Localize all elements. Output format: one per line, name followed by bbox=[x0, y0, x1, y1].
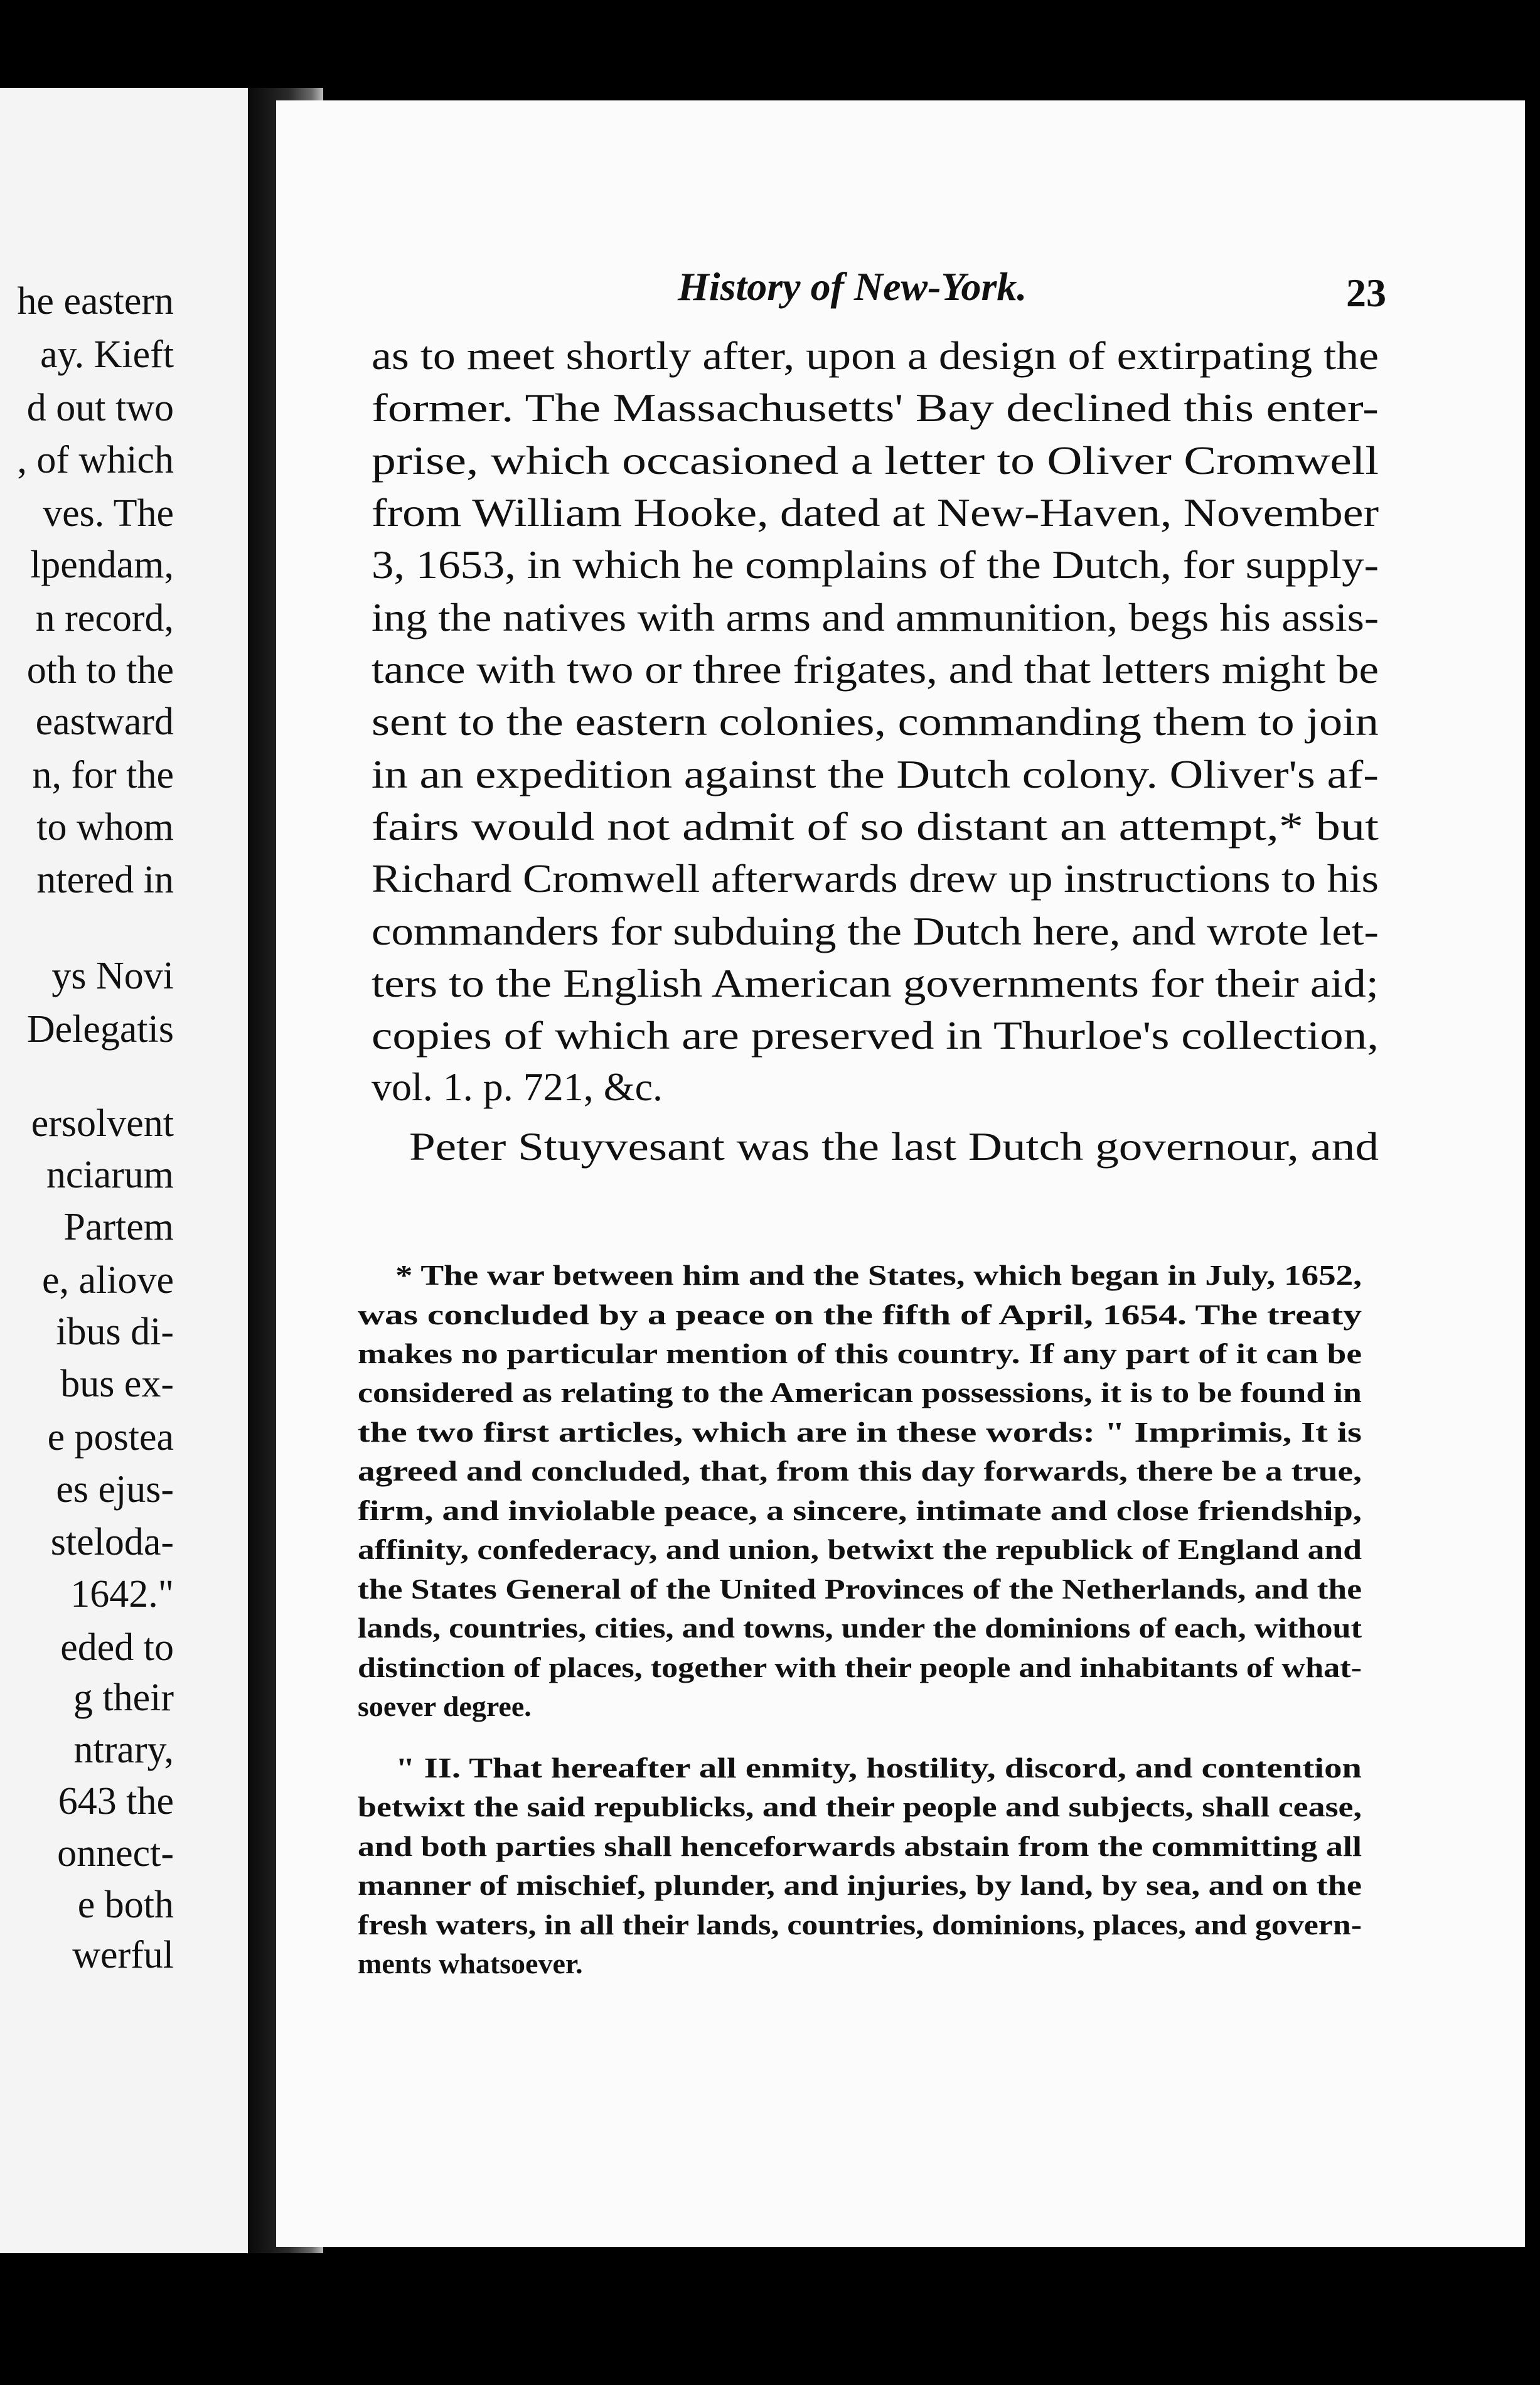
left-page-line: e, aliove bbox=[41, 1259, 174, 1302]
footnote-line: and both parties shall henceforwards abstain from the committing all bbox=[358, 1830, 1362, 1862]
left-page-line: ntrary, bbox=[73, 1728, 174, 1771]
body-text-line: copies of which are preserved in Thurloe's collection, bbox=[372, 1013, 1379, 1058]
page-number: 23 bbox=[1346, 271, 1386, 315]
left-page-line: ntered in bbox=[36, 859, 174, 901]
left-page-line: ys Novi bbox=[51, 955, 174, 997]
left-page-line: 1642." bbox=[70, 1573, 174, 1616]
body-text-line: fairs would not admit of so distant an attempt,* but bbox=[372, 804, 1379, 849]
body-text-line: prise, which occasioned a letter to Oliver Cromwell bbox=[372, 438, 1379, 483]
left-page bbox=[0, 88, 248, 2253]
body-text-line: 3, 1653, in which he complains of the Dutch, for supply- bbox=[372, 542, 1379, 587]
left-page-line: nciarum bbox=[46, 1154, 174, 1196]
left-page-line: , of which bbox=[17, 439, 174, 481]
footnote-line: soever degree. bbox=[358, 1690, 532, 1722]
footnote-line: distinction of places, together with their people and inhabitants of what- bbox=[358, 1651, 1362, 1683]
left-page-line: eded to bbox=[60, 1626, 174, 1669]
left-page-line: oth to the bbox=[26, 649, 174, 692]
footnote-line: makes no particular mention of this country. If any part of it can be bbox=[358, 1337, 1362, 1369]
body-text-line: in an expedition against the Dutch colony. Oliver's af- bbox=[372, 752, 1379, 796]
left-page-line: ersolvent bbox=[31, 1102, 174, 1145]
left-page-line: Partem bbox=[63, 1206, 174, 1248]
footnote-line: betwixt the said republicks, and their people and subjects, shall cease, bbox=[358, 1791, 1362, 1823]
left-page-line: werful bbox=[72, 1934, 174, 1976]
body-text-line: sent to the eastern colonies, commanding them to join bbox=[372, 699, 1379, 744]
left-page-line: lpendam, bbox=[30, 544, 174, 586]
footnote-line: manner of mischief, plunder, and injuries, by land, by sea, and on the bbox=[358, 1869, 1362, 1901]
left-page-line: ibus di- bbox=[56, 1310, 174, 1353]
running-head: History of New-York. bbox=[678, 264, 1027, 309]
footnote-line: * The war between him and the States, which began in July, 1652, bbox=[395, 1259, 1362, 1291]
body-text-line: former. The Massachusetts' Bay declined this enter- bbox=[372, 385, 1379, 430]
left-page-line: bus ex- bbox=[60, 1363, 174, 1405]
body-text-line: ing the natives with arms and ammunition, begs his assis- bbox=[372, 595, 1379, 640]
left-page-line: steloda- bbox=[50, 1521, 174, 1563]
left-page-line: d out two bbox=[26, 387, 174, 429]
left-page-line: e both bbox=[77, 1884, 174, 1926]
body-text-line: tance with two or three frigates, and that letters might be bbox=[372, 647, 1379, 692]
footnote-line: ments whatsoever. bbox=[358, 1948, 583, 1980]
left-page-line: n, for the bbox=[32, 754, 174, 796]
footnote-line: lands, countries, cities, and towns, under the dominions of each, without bbox=[358, 1612, 1362, 1644]
footnote-line: " II. That hereafter all enmity, hostility, discord, and contention bbox=[395, 1752, 1362, 1784]
body-text-line: as to meet shortly after, upon a design of extirpating the bbox=[372, 333, 1379, 378]
footnote-line: the States General of the United Provinces of the Netherlands, and the bbox=[358, 1573, 1362, 1605]
footnote-line: firm, and inviolable peace, a sincere, intimate and close friendship, bbox=[358, 1494, 1362, 1526]
body-text-line: ters to the English American governments for their aid; bbox=[372, 961, 1379, 1005]
footnote-line: affinity, confederacy, and union, betwixt the republick of England and bbox=[358, 1533, 1362, 1565]
left-page-line: g their bbox=[73, 1676, 174, 1719]
right-page bbox=[276, 100, 1525, 2247]
body-text-line: commanders for subduing the Dutch here, and wrote let- bbox=[372, 909, 1379, 953]
footnote-line: agreed and concluded, that, from this day forwards, there be a true, bbox=[358, 1455, 1362, 1487]
left-page-line: n record, bbox=[35, 597, 174, 640]
left-page-line: ay. Kieft bbox=[40, 333, 174, 376]
body-text-line: from William Hooke, dated at New-Haven, November bbox=[372, 490, 1379, 535]
footnote-line: considered as relating to the American possessions, it is to be found in bbox=[358, 1376, 1362, 1408]
left-page-line: eastward bbox=[35, 700, 174, 743]
body-text-line: Richard Cromwell afterwards drew up instructions to his bbox=[372, 856, 1379, 901]
left-page-line: ves. The bbox=[43, 492, 174, 535]
footnote-line: was concluded by a peace on the fifth of April, 1654. The treaty bbox=[358, 1299, 1362, 1331]
left-page-line: es ejus- bbox=[56, 1468, 174, 1511]
footnote-line: fresh waters, in all their lands, countries, dominions, places, and govern- bbox=[358, 1909, 1362, 1941]
body-text-line: Peter Stuyvesant was the last Dutch governour, and bbox=[409, 1124, 1379, 1169]
left-page-line: onnect- bbox=[57, 1832, 174, 1875]
body-text-line: vol. 1. p. 721, &c. bbox=[372, 1064, 663, 1109]
left-page-line: Delegatis bbox=[26, 1008, 174, 1051]
left-page-line: e postea bbox=[47, 1416, 174, 1459]
left-page-line: he eastern bbox=[17, 280, 174, 323]
left-page-line: to whom bbox=[36, 806, 174, 849]
footnote-line: the two first articles, which are in these words: " Imprimis, It is bbox=[358, 1416, 1362, 1448]
left-page-line: 643 the bbox=[58, 1780, 174, 1823]
